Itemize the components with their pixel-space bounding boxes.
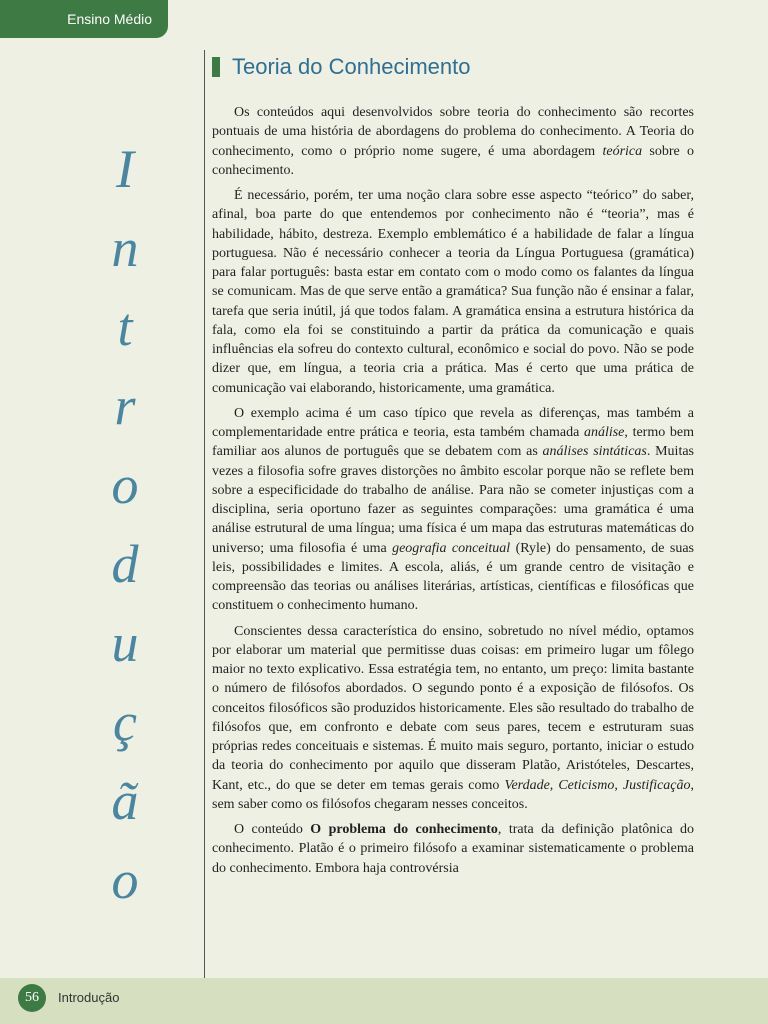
italic-text: Ceticismo	[558, 777, 615, 793]
text-run: , sem saber como os filósofos chegaram nesses conceitos.	[212, 777, 695, 812]
paragraph	[212, 404, 694, 616]
italic-text: geografia conceitual	[392, 540, 511, 556]
text-run: . Muitas vezes a filosofia sofre graves distorções no âmbito escolar porque não se reflete bem sobre a especificidade do trabalho de análise. Para não se cometer injustiças com a disciplina, seria oportuno fazer as seguintes comparações: uma gramática é uma análise estrutural de uma língua; uma física é um mapa das estruturas matemáticas do universo; uma filosofia é uma	[212, 444, 695, 556]
text-run: Os conteúdos aqui desenvolvidos sobre teoria do conhecimento são recortes pontuais de uma história de abordagens do problema do conhecimento. A Teoria do conhecimento, como o próprio nome sugere, é uma abordagem	[212, 105, 694, 159]
text-run: É necessário, porém, ter uma noção clara sobre esse aspecto “teórico” do saber, afinal, boa parte do que entendemos por conhecimento não é “teoria”, mas é habilidade, hábito, destreza. Exemplo emblemático é a habilidade de falar a língua portuguesa. Não é necessário conhecer a teoria da Língua Portuguesa (gramática) para falar português: basta estar em contato com o modo como os falantes da língua se comunicam. Mas de que serve então a gramática? Sua função não é ensinar a falar, tarefa que seria inútil, já que todos falam. A gramática ensina a estrutura histórica da fala, como ela foi se constituindo a partir da prática da comunicação e quais influências ela sofreu do contexto cultural, econômico e social do povo. Não se pode dizer que, em língua, a teoria cria a prática. Mas é certo que uma prática de comunicação vai elaborando, historicamente, uma gramática.	[212, 188, 694, 396]
sidebar-letter: o	[111, 850, 139, 910]
sidebar-letter: u	[111, 613, 139, 673]
sidebar-letter: o	[111, 455, 139, 515]
text-run: sobre o conhecimento.	[212, 143, 694, 178]
section-tab	[0, 0, 168, 38]
text-run: Conscientes dessa característica do ensino, sobretudo no nível médio, optamos por elaborar um material que permitisse duas coisas: em primeiro lugar um fôlego maior no texto explicativo. Essa estratégia tem, no entanto, um preço: limita bastante o número de filósofos abordados. O segundo ponto é a exposição de filósofos. Os conceitos filosóficos são produzidos historicamente. Eles são resultado do trabalho de filósofos que, em confronto e debate com seus pares, tecem e estruturam suas próprias redes conceituais e sistemas. É muito mais seguro, portanto, iniciar o estudo da teoria do conhecimento por aquilo que disseram Platão, Aristóteles, Descartes, Kant, etc., do que se deter em temas gerais como	[212, 623, 694, 793]
paragraph	[212, 820, 694, 878]
page-title: Teoria do Conhecimento	[232, 54, 471, 79]
text-run: ,	[614, 777, 623, 793]
heading-marker	[212, 57, 220, 77]
italic-text: análise	[583, 425, 625, 440]
sidebar-letter: ç	[113, 692, 137, 752]
footer-label: Introdução	[58, 990, 120, 1005]
page-number-badge	[18, 984, 46, 1012]
paragraph	[212, 622, 694, 815]
sidebar-letter: d	[111, 534, 139, 594]
text-run: O exemplo acima é um caso típico que revela as diferenças, mas também a complementaridade entre prática e teoria, esta também chamada	[212, 405, 694, 440]
text-run: , trata da definição platônica do conhecimento. Platão é o primeiro filósofo a examinar sistematicamente o problema do conhecimento. Embora haja controvérsia	[212, 822, 694, 876]
italic-text: teórica	[602, 143, 643, 159]
sidebar-letter: ã	[111, 771, 139, 831]
paragraph	[212, 186, 694, 398]
text-run: ,	[549, 777, 559, 793]
sidebar-letter: r	[114, 376, 136, 436]
section-tab-label: Ensino Médio	[67, 11, 152, 27]
text-run: (Ryle) do pensamento, de suas leis, possibilidades e limites. A escola, aliás, é um grande centro de visitação e compreensão das teorias ou análises literárias, artísticas, científicas e filosóficas que constituem o conhecimento humano.	[212, 540, 694, 614]
italic-text: análises sintáticas	[542, 444, 647, 460]
sidebar-letter: I	[116, 139, 134, 199]
sidebar-letter: t	[117, 297, 133, 357]
paragraph	[212, 103, 694, 180]
sidebar-vertical-title	[70, 130, 180, 920]
bold-text: O problema do conhecimento	[310, 822, 498, 837]
sidebar-letter: n	[111, 218, 139, 278]
section-heading	[212, 54, 470, 80]
italic-text: Justificação	[622, 777, 691, 793]
body-text	[212, 103, 694, 884]
page-number: 56	[25, 990, 39, 1005]
text-run: , termo bem familiar aos alunos de português que se debatem com as	[212, 425, 694, 460]
italic-text: Verdade	[504, 777, 550, 793]
column-divider	[204, 50, 205, 978]
text-run: O conteúdo	[234, 822, 311, 837]
